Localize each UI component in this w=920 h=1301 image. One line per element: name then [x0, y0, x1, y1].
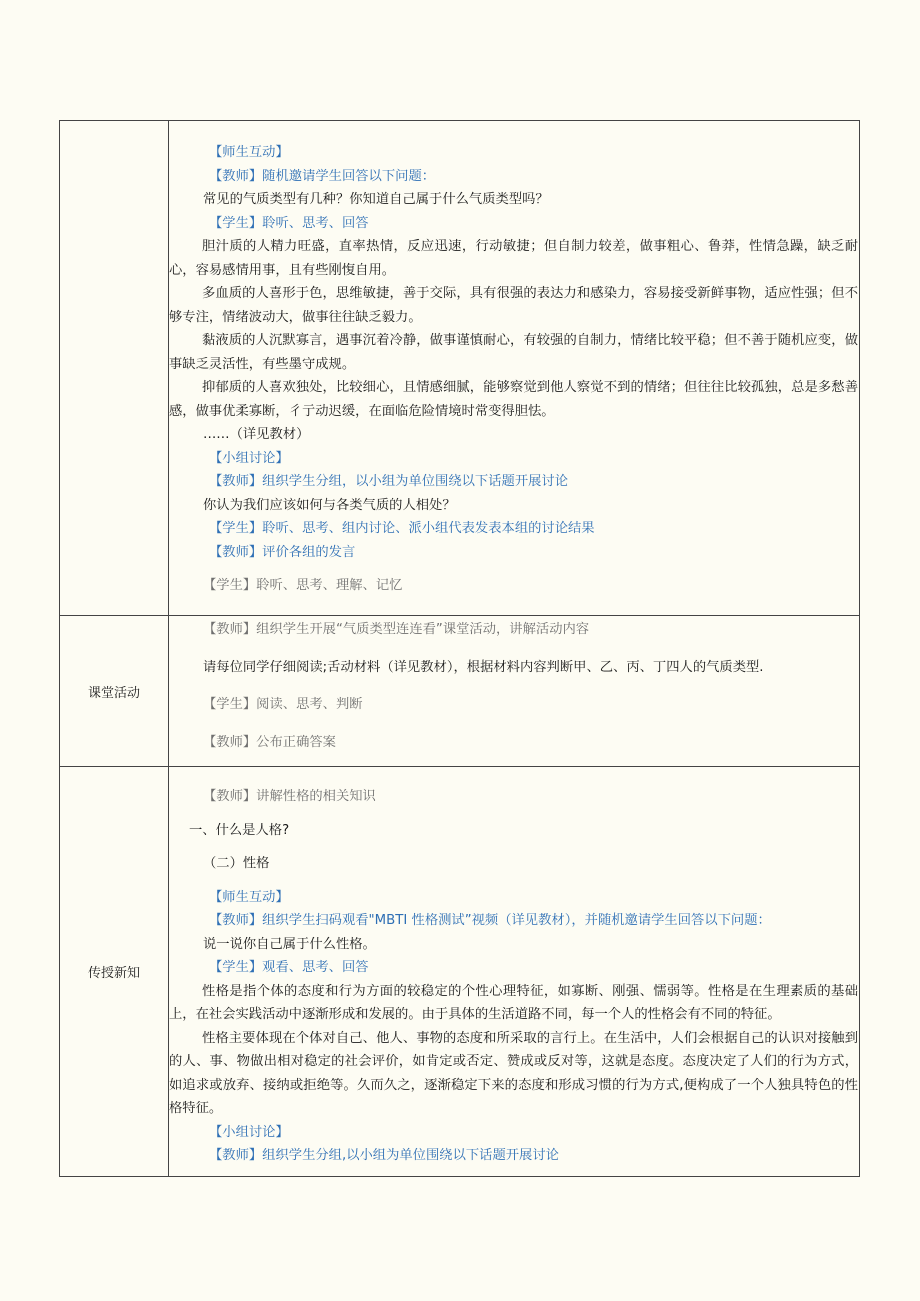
row-label: 课堂活动 [60, 616, 169, 767]
teacher-action: 【教师】组织学生扫码观看"MBTI 性格测试”视频（详见教材），并随机邀请学生回答以下问题： [209, 913, 771, 928]
section-tag: 【师生互动】 [209, 145, 289, 160]
student-action: 【学生】聆听、思考、组内讨论、派小组代表发表本组的讨论结果 [209, 521, 595, 536]
body-paragraph: 性格主要体现在个体对自己、他人、事物的态度和所采取的言行上。在生活中，人们会根据自己的认识对接触到的人、事、物做出相对稳定的社会评价，如肯定或否定、赞成或反对等，这就是态度。态度决定了人们的行为方式，如追求或放弃、接纳或拒绝等。久而久之，逐渐稳定下来的态度和形成习惯的行为方式,便构成了一个人独具特色的性格特征。 [169, 1030, 858, 1116]
table-row [60, 616, 860, 767]
teacher-action: 【教师】公布正确答案 [203, 734, 336, 750]
teacher-action: 【教师】组织学生分组，以小组为单位围绕以下话题开展讨论 [209, 474, 569, 489]
body-paragraph: 胆汁质的人精力旺盛，直率热情，反应迅速，行动敏捷；但自制力较差，做事粗心、鲁莽，性情急躁，缺乏耐心，容易感情用事，且有些刚愎自用。 [169, 239, 858, 278]
student-action: 【学生】观看、思考、回答 [209, 960, 369, 975]
row-content [169, 767, 860, 1177]
table-row [60, 767, 860, 1177]
body-paragraph: 多血质的人喜形于色，思维敏捷，善于交际，具有很强的表达力和感染力，容易接受新鲜事物，适应性强；但不够专注，情绪波动大，做事往往缺乏毅力。 [169, 286, 858, 325]
teacher-action: 【教师】讲解性格的相关知识 [203, 789, 376, 804]
section-tag: 【小组讨论】 [209, 450, 289, 466]
teacher-action: 【教师】组织学生开展“气质类型连连看”课堂活动，讲解活动内容 [203, 622, 590, 637]
question-text: 说一说你自己属于什么性格。 [203, 936, 376, 952]
section-heading: 一、什么是人格? [189, 822, 290, 838]
teacher-action: 【教师】随机邀请学生回答以下问题： [209, 168, 436, 184]
row-content [169, 121, 860, 616]
question-text: 常见的气质类型有几种？你知道自己属于什么气质类型吗？ [203, 192, 549, 207]
body-paragraph: 性格是指个体的态度和行为方面的较稳定的个性心理特征，如寡断、刚强、懦弱等。性格是在生理素质的基础上，在社会实践活动中逐渐形成和发展的。由于具体的生活道路不同，每一个人的性格会有不同的特征。 [169, 983, 858, 1022]
body-paragraph: 抑郁质的人喜欢独处，比较细心，且情感细腻，能够察觉到他人察觉不到的情绪；但往往比较孤独，总是多愁善感，做事优柔寡断，彳亍动迟缓，在面临危险情境时常变得胆怯。 [169, 380, 858, 419]
row-content [169, 616, 860, 767]
teacher-action: 【教师】组织学生分组,以小组为单位围绕以下话题开展讨论 [209, 1148, 559, 1163]
lesson-plan-table [59, 120, 860, 1177]
see-textbook-note: ……（详见教材） [203, 427, 310, 442]
body-paragraph: 黏液质的人沉默寡言，遇事沉着冷静，做事谨慎耐心，有较强的自制力，情绪比较平稳；但不善于随机应变，做事缺乏灵活性，有些墨守成规。 [169, 333, 858, 372]
activity-instructions: 请每位同学仔细阅读;舌动材料（详见教材），根据材料内容判断甲、乙、丙、丁四人的气质类型. [203, 659, 764, 675]
section-tag: 【小组讨论】 [209, 1124, 289, 1140]
student-action: 【学生】阅读、思考、判断 [203, 697, 363, 712]
subsection-heading: （二）性格 [203, 856, 270, 871]
row-label: 传授新知 [60, 767, 169, 1177]
student-action: 【学生】聆听、思考、理解、记忆 [203, 578, 403, 593]
table-row [60, 121, 860, 616]
student-action: 【学生】聆听、思考、回答 [209, 215, 369, 231]
teacher-action: 【教师】评价各组的发言 [209, 544, 356, 560]
row-label [60, 121, 169, 616]
section-tag: 【师生互动】 [209, 889, 289, 905]
question-text: 你认为我们应该如何与各类气质的人相处？ [203, 497, 456, 513]
